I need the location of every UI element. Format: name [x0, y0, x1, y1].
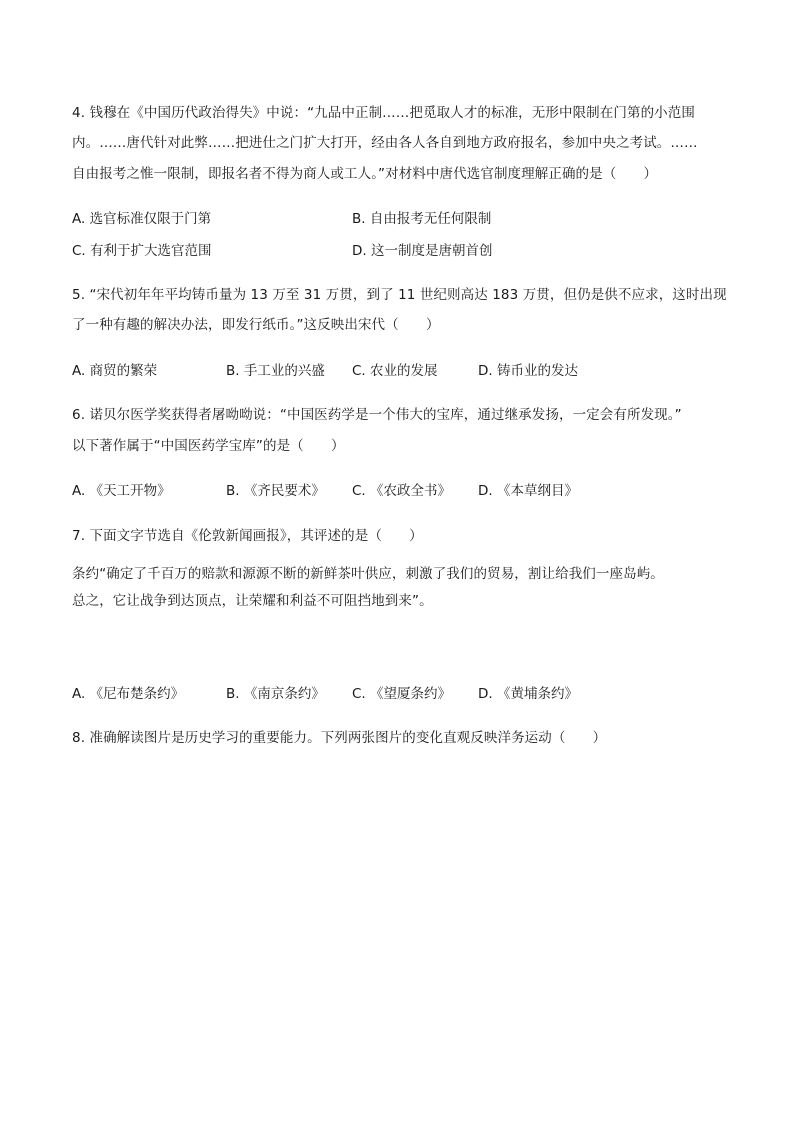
q4-stem-line-2: 内。……唐代针对此弊……把进仕之门扩大打开，经由各人各自到地方政府报名，参加中央之考试。……	[72, 135, 698, 151]
q4-option-d: D. 这一制度是唐朝首创	[352, 243, 493, 259]
q7-option-d: D. 《黄埔条约》	[478, 686, 578, 702]
q6-stem-line-1: 6. 诺贝尔医学奖获得者屠呦呦说：“中国医药学是一个伟大的宝库，通过继承发扬，一定会有所发现。”	[72, 407, 682, 423]
q4-stem-line-1: 4. 钱穆在《中国历代政治得失》中说：“九品中正制……把觅取人才的标准，无形中限制在门第的小范围	[72, 105, 695, 121]
q5-stem-line-1: 5. “宋代初年年平均铸币量为 13 万至 31 万贯，到了 11 世纪则高达 183 万贯，但仍是供不应求，这时出现	[72, 287, 727, 303]
q8-stem-line-1: 8. 准确解读图片是历史学习的重要能力。下列两张图片的变化直观反映洋务运动（ ）	[72, 730, 607, 746]
q6-stem-line-2: 以下著作属于“中国医药学宝库”的是（ ）	[72, 438, 345, 454]
q7-quote-line-1: 条约“确定了千百万的赔款和源源不断的新鲜茶叶供应，刺激了我们的贸易，割让给我们一座岛屿。	[72, 566, 664, 582]
q6-option-d: D. 《本草纲目》	[478, 483, 578, 499]
q7-option-b: B. 《南京条约》	[226, 686, 325, 702]
q7-quote-line-2: 总之，它让战争到达顶点，让荣耀和利益不可阻挡地到来”。	[72, 593, 433, 609]
q5-option-d: D. 铸币业的发达	[478, 363, 578, 379]
q4-option-a: A. 选官标准仅限于门第	[72, 211, 212, 227]
q5-stem-line-2: 了一种有趣的解决办法，即发行纸币。”这反映出宋代（ ）	[72, 317, 440, 333]
q7-option-c: C. 《望厦条约》	[352, 686, 452, 702]
q4-stem-line-3: 自由报考之惟一限制，即报名者不得为商人或工人。”对材料中唐代选官制度理解正确的是（ ）	[72, 166, 658, 182]
q4-option-b: B. 自由报考无任何限制	[352, 211, 492, 227]
q4-option-c: C. 有利于扩大选官范围	[72, 243, 212, 259]
q6-option-c: C. 《农政全书》	[352, 483, 452, 499]
q7-option-a: A. 《尼布楚条约》	[72, 686, 185, 702]
q5-option-b: B. 手工业的兴盛	[226, 363, 325, 379]
q5-option-a: A. 商贸的繁荣	[72, 363, 158, 379]
q5-option-c: C. 农业的发展	[352, 363, 438, 379]
q6-option-a: A. 《天工开物》	[72, 483, 171, 499]
q7-stem-line-1: 7. 下面文字节选自《伦敦新闻画报》，其评述的是（ ）	[72, 528, 423, 544]
q6-option-b: B. 《齐民要术》	[226, 483, 325, 499]
